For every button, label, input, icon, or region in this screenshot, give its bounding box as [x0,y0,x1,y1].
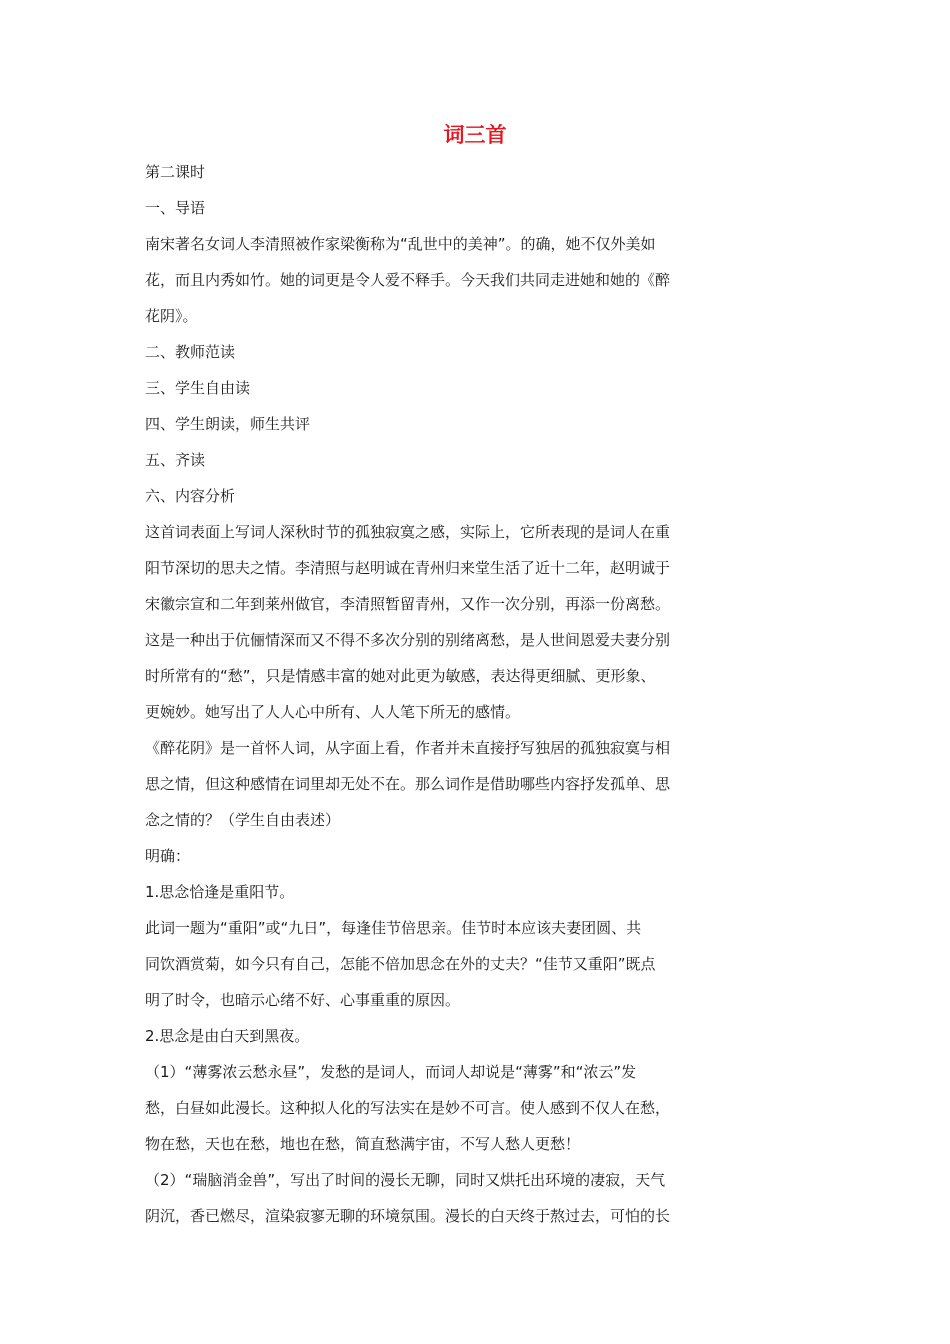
text-line: 三、学生自由读 [145,379,251,397]
text-line: 二、教师范读 [145,343,236,361]
text-line: 四、学生朗读，师生共评 [145,415,311,433]
text-line: 此词一题为“重阳”或“九日”，每逢佳节倍思亲。佳节时本应该夫妻团圆、共 [145,919,642,937]
text-line: 更婉妙。她写出了人人心中所有、人人笔下所无的感情。 [145,703,521,721]
text-line: （1）“薄雾浓云愁永昼”，发愁的是词人，而词人却说是“薄雾”和“浓云”发 [145,1063,637,1081]
text-line: 物在愁，天也在愁，地也在愁，简直愁满宇宙，不写人愁人更愁！ [145,1135,581,1153]
text-line: 明确： [145,847,191,865]
text-line: 南宋著名女词人李清照被作家梁衡称为“乱世中的美神”。的确，她不仅外美如 [145,235,656,253]
text-line: 一、导语 [145,199,206,217]
text-line: 《醉花阴》是一首怀人词，从字面上看，作者并未直接抒写独居的孤独寂寞与相 [145,739,671,757]
text-line: 1.思念恰逢是重阳节。 [145,883,295,901]
text-line: 这首词表面上写词人深秋时节的孤独寂寞之感，实际上，它所表现的是词人在重 [145,523,671,541]
document-page [145,120,745,1234]
text-line: 花阴》。 [145,307,198,325]
text-line: 明了时令，也暗示心绪不好、心事重重的原因。 [145,991,461,1009]
document-title: 词三首 [443,123,507,147]
text-line: 阴沉，香已燃尽，渲染寂寥无聊的环境氛围。漫长的白天终于熬过去，可怕的长 [145,1207,671,1225]
text-line: 时所常有的“愁”，只是情感丰富的她对此更为敏感，表达得更细腻、更形象、 [145,667,656,685]
text-line: 这是一种出于伉俪情深而又不得不多次分别的别绪离愁，是人世间恩爱夫妻分别 [145,631,671,649]
text-line: 第二课时 [145,163,206,181]
text-line: 2.思念是由白天到黑夜。 [145,1027,310,1045]
text-line: 思之情，但这种感情在词里却无处不在。那么词作是借助哪些内容抒发孤单、思 [145,775,671,793]
text-line: 同饮酒赏菊，如今只有自己，怎能不倍加思念在外的丈夫？“佳节又重阳”既点 [145,955,656,973]
text-line: 五、齐读 [145,451,206,469]
text-line: 六、内容分析 [145,487,236,505]
text-line: 花，而且内秀如竹。她的词更是令人爱不释手。今天我们共同走进她和她的《醉 [145,271,671,289]
text-line: 阳节深切的思夫之情。李清照与赵明诚在青州归来堂生活了近十二年，赵明诚于 [145,559,671,577]
text-line: 念之情的？（学生自由表述） [145,811,341,829]
document-body [145,154,745,1234]
text-line: 宋徽宗宣和二年到莱州做官，李清照暂留青州，又作一次分别，再添一份离愁。 [145,595,671,613]
text-line: 愁，白昼如此漫长。这种拟人化的写法实在是妙不可言。使人感到不仅人在愁， [145,1099,671,1117]
text-line: （2）“瑞脑消金兽”，写出了时间的漫长无聊，同时又烘托出环境的凄寂，天气 [145,1171,666,1189]
